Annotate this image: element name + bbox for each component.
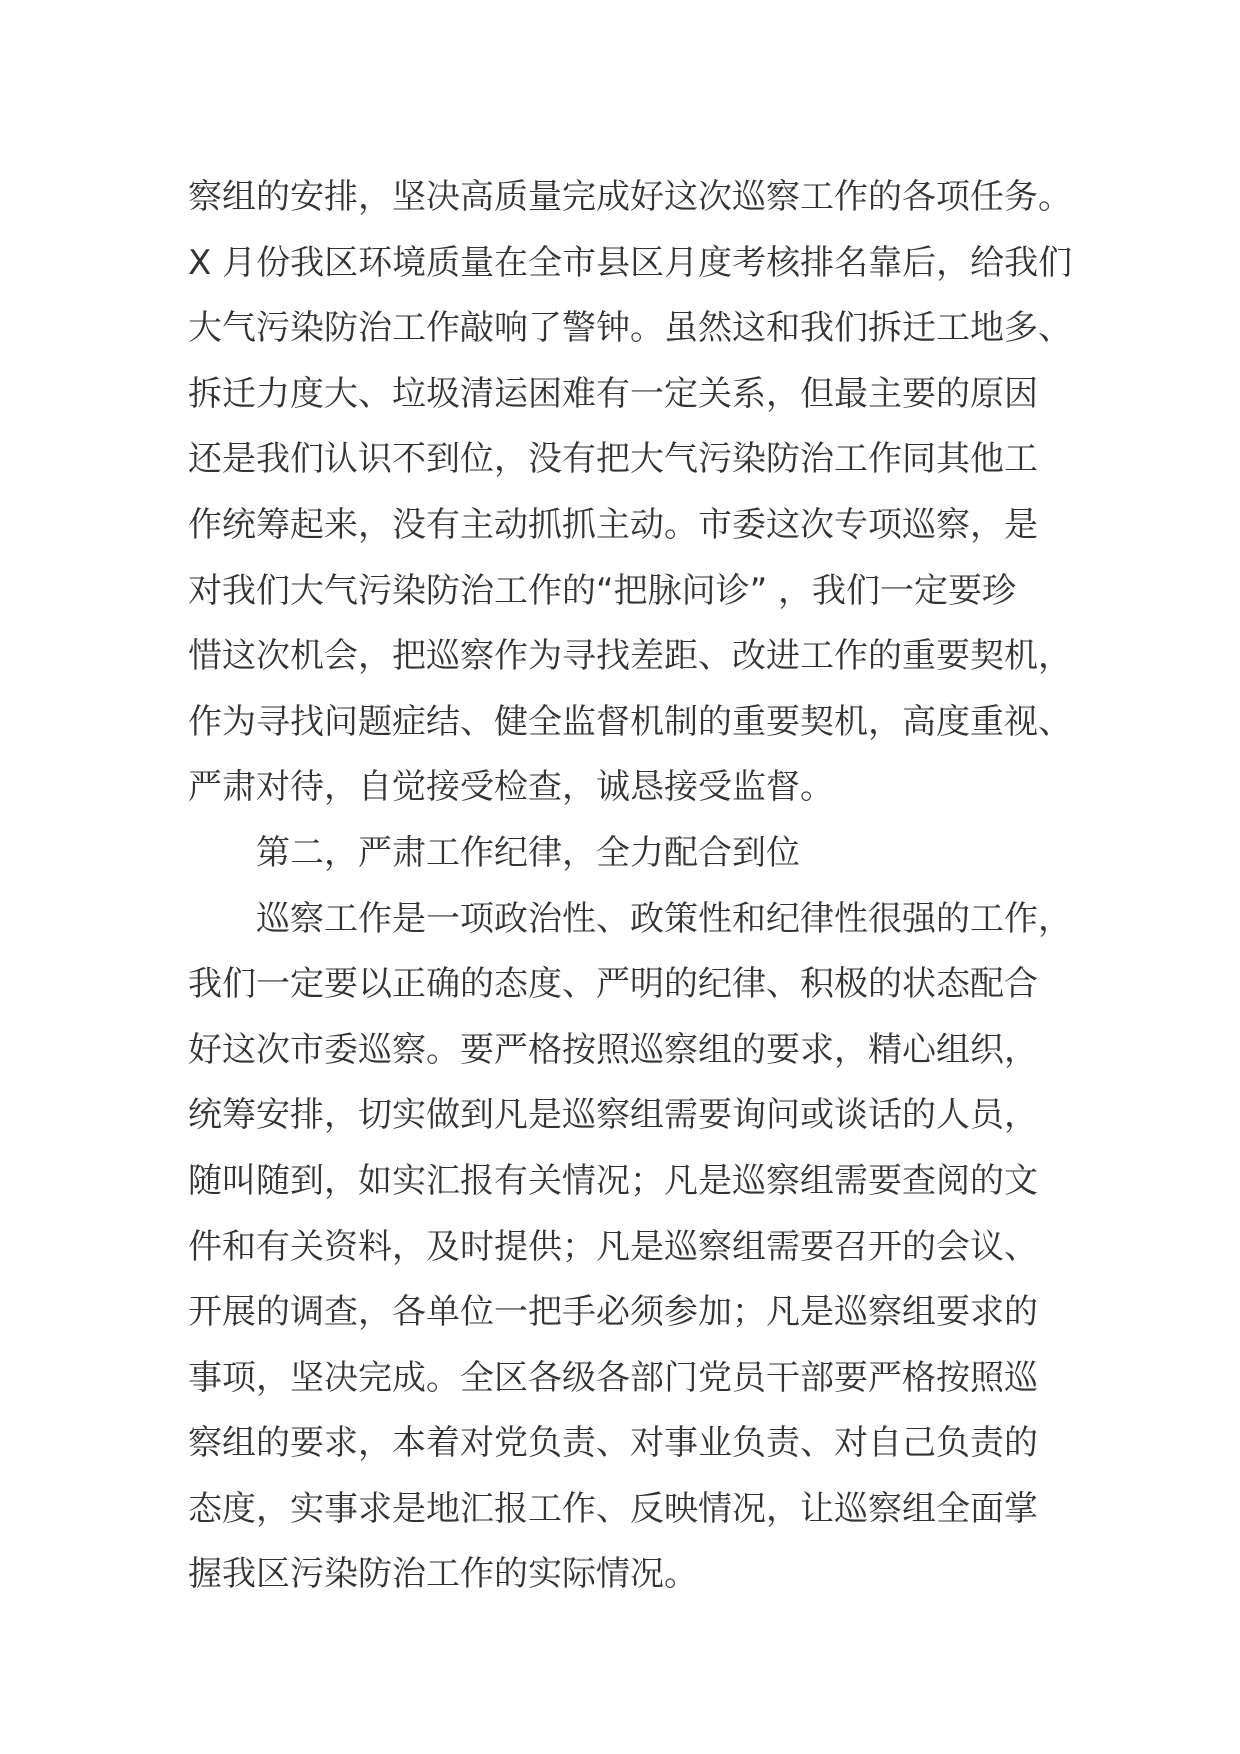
text-line: 作为寻找问题症结、健全监督机制的重要契机，高度重视、 (188, 701, 1072, 742)
text-line: 察组的要求，本着对党负责、对事业负责、对自己负责的 (188, 1423, 1038, 1464)
text-line: 好这次市委巡察。要严格按照巡察组的要求，精心组织， (188, 1029, 1038, 1070)
text-line: 还是我们认识不到位，没有把大气污染防治工作同其他工 (188, 439, 1038, 480)
text-line: 严肃对待，自觉接受检查，诚恳接受监督。 (188, 767, 834, 808)
text-line: 事项，坚决完成。全区各级各部门党员干部要严格按照巡 (188, 1357, 1038, 1398)
text-line: 察组的安排，坚决高质量完成好这次巡察工作的各项任务。 (188, 177, 1072, 217)
document-body (188, 165, 1073, 1608)
text-line: 态度，实事求是地汇报工作、反映情况，让巡察组全面掌 (188, 1488, 1038, 1529)
text-line: 件和有关资料，及时提供；凡是巡察组需要召开的会议、 (188, 1226, 1038, 1267)
paragraph-first-line: 巡察工作是一项政治性、政策性和纪律性很强的工作， (256, 898, 1072, 939)
section-heading: 第二，严肃工作纪律，全力配合到位 (256, 832, 800, 873)
text-line: 拆迁力度大、垃圾清运困难有一定关系，但最主要的原因 (188, 373, 1038, 414)
text-line: 对我们大气污染防治工作的“把脉问诊” ，我们一定要珍 (188, 570, 1017, 611)
text-line: 统筹安排，切实做到凡是巡察组需要询问或谈话的人员， (188, 1095, 1038, 1136)
text-line: 握我区污染防治工作的实际情况。 (188, 1554, 698, 1595)
text-line: 作统筹起来，没有主动抓抓主动。市委这次专项巡察，是 (188, 504, 1038, 545)
text-line: 惜这次机会，把巡察作为寻找差距、改进工作的重要契机， (188, 636, 1072, 677)
text-line: 大气污染防治工作敲响了警钟。虽然这和我们拆迁工地多、 (188, 308, 1072, 349)
text-line: 我们一定要以正确的态度、严明的纪律、积极的状态配合 (188, 964, 1038, 1005)
text-line: 随叫随到，如实汇报有关情况；凡是巡察组需要查阅的文 (188, 1160, 1038, 1201)
text-line: X 月份我区环境质量在全市县区月度考核排名靠后，给我们 (188, 242, 1073, 283)
text-line: 开展的调查，各单位一把手必须参加；凡是巡察组要求的 (188, 1292, 1038, 1333)
